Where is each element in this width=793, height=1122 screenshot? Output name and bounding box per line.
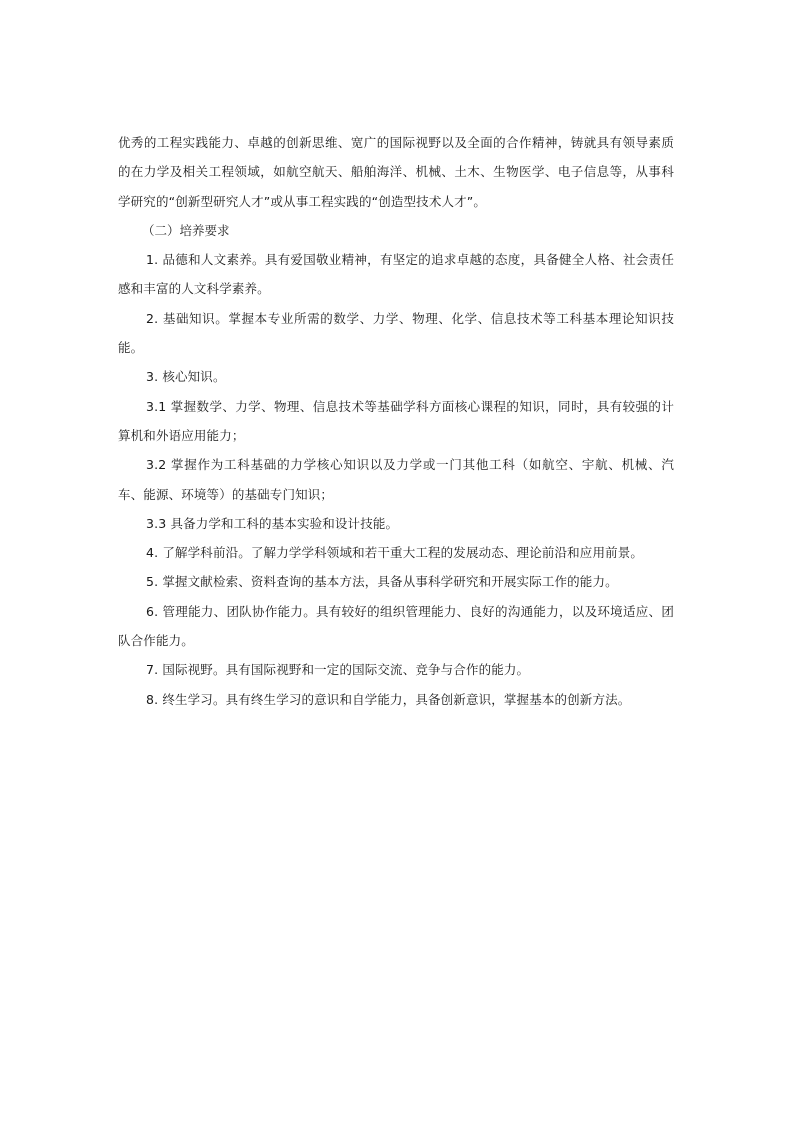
requirement-4-paragraph: 4. 了解学科前沿。了解力学学科领域和若干重大工程的发展动态、理论前沿和应用前景。 [146, 545, 644, 561]
requirement-3-1-paragraph: 3.1 掌握数学、力学、物理、信息技术等基础学科方面核心课程的知识，同时，具有较强的计算机和外语应用能力； [118, 398, 674, 443]
requirement-2-paragraph: 2. 基础知识。掌握本专业所需的数学、力学、物理、化学、信息技术等工科基本理论知识技能。 [118, 310, 674, 356]
requirement-8-paragraph: 8. 终生学习。具有终生学习的意识和自学能力，具备创新意识，掌握基本的创新方法。 [146, 691, 631, 707]
document-body [118, 128, 674, 714]
requirement-5-paragraph: 5. 掌握文献检索、资料查询的基本方法，具备从事科学研究和开展实际工作的能力。 [146, 574, 618, 590]
intro-paragraph: 优秀的工程实践能力、卓越的创新思维、宽广的国际视野以及全面的合作精神，铸就具有领导素质的在力学及相关工程领域，如航空航天、船舶海洋、机械、土木、生物医学、电子信息等，从事科学研究的“创新型研究人才”或从事工程实践的“创造型技术人才”。 [118, 135, 674, 209]
requirement-1-paragraph: 1. 品德和人文素养。具有爱国敬业精神，有坚定的追求卓越的态度，具备健全人格、社会责任感和丰富的人文科学素养。 [118, 252, 674, 297]
requirement-6-paragraph: 6. 管理能力、团队协作能力。具有较好的组织管理能力、良好的沟通能力，以及环境适应、团队合作能力。 [118, 603, 674, 649]
requirement-3-paragraph: 3. 核心知识。 [146, 369, 226, 385]
requirement-7-paragraph: 7. 国际视野。具有国际视野和一定的国际交流、竞争与合作的能力。 [146, 662, 530, 678]
section-heading-training-requirements: （二）培养要求 [142, 222, 230, 238]
requirement-3-2-paragraph: 3.2 掌握作为工科基础的力学核心知识以及力学或一门其他工科（如航空、宇航、机械、汽车、能源、环境等）的基础专门知识； [118, 457, 674, 502]
requirement-3-3-paragraph: 3.3 具备力学和工科的基本实验和设计技能。 [146, 515, 399, 531]
